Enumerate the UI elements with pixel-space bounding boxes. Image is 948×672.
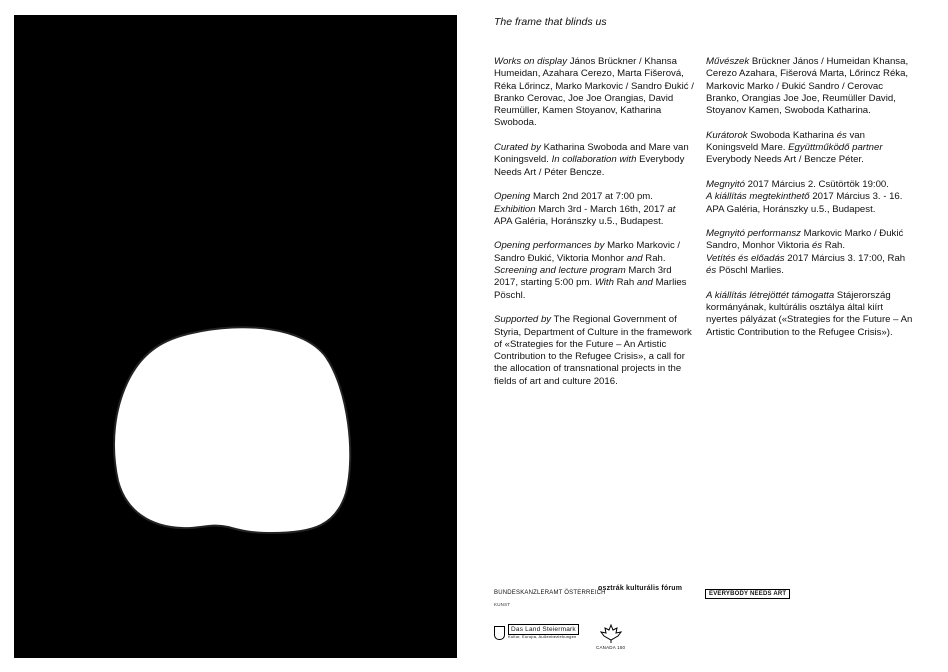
english-column <box>494 56 694 400</box>
forum-logo: osztrák kulturális fórum <box>598 585 683 592</box>
opening-paragraph: Opening March 2nd 2017 at 7:00 pm. Exhibition March 3rd - March 16th, 2017 at APA Galéria, Horánszky u.5., Budapest. <box>494 191 676 227</box>
hungarian-column <box>706 56 916 351</box>
works-paragraph: Works on display János Brückner / Khansa Humeidan, Azahara Cerezo, Marta Fišerová, Réka Lőrincz, Marko Markovic / Sandro Đukić / Branko Cerovac, Joe Joe Orangias, David Reumüller, Kamen Stoyanov, Katharina Swoboda. <box>494 56 694 129</box>
canada-150-logo: CANADA 150 <box>596 624 625 650</box>
opening-paragraph-hu: Megnyitó 2017 Március 2. Csütörtök 19:00. A kiállítás megtekinthető 2017 Március 3. - 16. APA Galéria, Horánszky u.5., Budapest. <box>706 178 903 215</box>
maple-leaf-icon <box>598 624 624 644</box>
performances-paragraph: Opening performances by Marko Markovic / Sandro Đukić, Viktoria Monhor and Rah. Screening and lecture program March 3rd 2017, starting 5:00 pm. With Rah and Marlies Pöschl. <box>494 240 687 301</box>
steiermark-logo: Das Land Steiermark Kultur, Europa, Außenbeziehungen <box>494 626 579 640</box>
page-title: The frame that blinds us <box>494 16 607 28</box>
supported-paragraph-hu: A kiállítás létrejöttét támogatta Stájerország kormányának, kultúrális osztálya által kiírt nyertes pályázat («Strategies for the Future – An Artistic Contribution to the Refugee Crisis»). <box>706 289 913 338</box>
curated-paragraph-hu: Kurátorok Swoboda Katharina és van Koningsveld Mare. Együttműködő partner Everybody Needs Art / Bencze Péter. <box>706 129 883 166</box>
artwork-panel <box>14 15 457 658</box>
supported-paragraph: Supported by The Regional Government of Styria, Department of Culture in the framework of «Strategies for the Future – An Artistic Contribution to the Refugee Crisis», a call for the allocation of transnational projects in the fields of art and culture 2016. <box>494 314 692 387</box>
shield-icon <box>494 626 505 640</box>
bundeskanzleramt-logo: BUNDESKANZLERAMT ÖSTERREICH KUNST <box>494 590 606 607</box>
works-paragraph-hu: Művészek Brückner János / Humeidan Khansa, Cerezo Azahara, Fišerová Marta, Lőrincz Réka, Markovic Marko / Đukić Sandro / Cerovac Branko, Orangias Joe Joe, Reumüller David, Stoyanov Kamen, Swoboda Katharina. <box>706 56 909 117</box>
everybody-needs-art-logo: EVERYBODY NEEDS ART <box>705 589 790 599</box>
white-blob-shape <box>14 15 457 658</box>
curated-paragraph: Curated by Katharina Swoboda and Mare van Koningsveld. In collaboration with Everybody Needs Art / Péter Bencze. <box>494 142 689 178</box>
performances-paragraph-hu: Megnyitó performansz Markovic Marko / Đukić Sandro, Monhor Viktoria és Rah. Vetítés és előadás 2017 Március 3. 17:00, Rah és Pöschl Marlies. <box>706 228 906 277</box>
